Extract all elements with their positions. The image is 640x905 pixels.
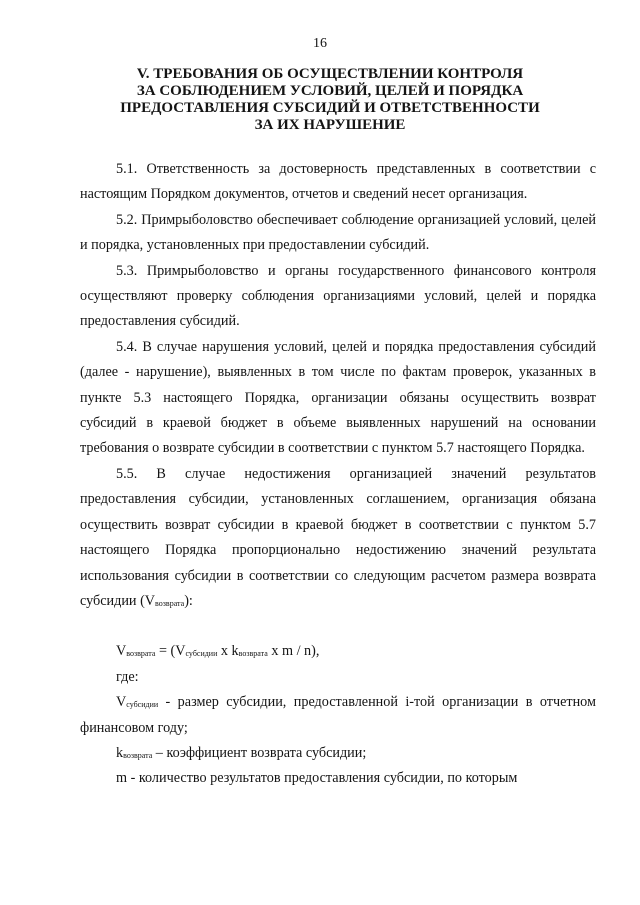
heading-line-3: ПРЕДОСТАВЛЕНИЯ СУБСИДИЙ И ОТВЕТСТВЕННОСТИ [120, 100, 540, 116]
definition-k-subscript: возврата [123, 750, 153, 760]
document-body [80, 157, 596, 792]
heading-line-1: V. ТРЕБОВАНИЯ ОБ ОСУЩЕСТВЛЕНИИ КОНТРОЛЯ [136, 66, 524, 82]
definition-k-return [80, 741, 596, 766]
definition-v-subsidy [80, 690, 596, 741]
formula-eq-open: = (V [155, 643, 186, 660]
heading-line-2: ЗА СОБЛЮДЕНИЕМ УСЛОВИЙ, ЦЕЛЕЙ И ПОРЯДКА [136, 83, 524, 99]
paragraph-5-2: 5.2. Примрыболовство обеспечивает соблюдение организацией условий, целей и порядка, установленных при предоставлении субсидий. [80, 211, 596, 254]
formula-v: V [116, 643, 127, 660]
definition-k-text: – коэффициент возврата субсидии; [152, 744, 367, 761]
formula-times-k: x k [217, 643, 239, 660]
definition-v-subscript: субсидии [126, 700, 159, 710]
formula-block [80, 639, 596, 791]
paragraph-5-3: 5.3. Примрыболовство и органы государственного финансового контроля осуществляют проверку соблюдения организациями условий, целей и порядка предоставления субсидий. [80, 262, 596, 330]
definition-v-text: - размер субсидии, предоставленной i-той организации в отчетном финансовом году; [80, 694, 596, 736]
definition-k-letter: k [116, 744, 124, 761]
formula-k-subscript: возврата [238, 649, 268, 659]
formula-v-subscript: возврата [126, 649, 156, 659]
paragraph-5-4: 5.4. В случае нарушения условий, целей и порядка предоставления субсидий (далее - нарушение), выявленных в том числе по фактам проверок, указанных в пункте 5.3 настоящего Порядка, организации обязаны осуществить возврат субсидий в краевой бюджет в объеме выявленных нарушений на основании требования о возврате субсидии в соответствии с пунктом 5.7 настоящего Порядка. [80, 338, 596, 457]
heading-line-4: ЗА ИХ НАРУШЕНИЕ [254, 117, 406, 133]
v-return-subscript: возврата [155, 598, 185, 608]
formula-rest: x m / n), [267, 643, 320, 660]
return-formula [80, 639, 596, 664]
paragraph-5-5-end: ): [184, 592, 193, 609]
where-label: где: [116, 668, 139, 685]
paragraph-5-1: 5.1. Ответственность за достоверность представленных в соответствии с настоящим Порядком документов, отчетов и сведений несет организация. [80, 161, 596, 203]
definition-v-letter: V [116, 694, 127, 711]
definition-m: m - количество результатов предоставления субсидии, по которым [116, 770, 518, 787]
paragraph-5-5 [80, 462, 596, 614]
page-number: 16 [313, 36, 327, 51]
section-heading [100, 66, 560, 134]
paragraph-5-5-text: 5.5. В случае недостижения организацией значений результатов предоставления субсидии, установленных соглашением, организация обязана осуществить возврат субсидии в краевой бюджет в соответствии с пунктом 5.7 настоящего Порядка пропорционально недостижению значений результата использования субсидии в соответствии со следующим расчетом размера возврата субсидии (V [80, 465, 596, 609]
formula-subsidy-subscript: субсидии [185, 649, 218, 659]
